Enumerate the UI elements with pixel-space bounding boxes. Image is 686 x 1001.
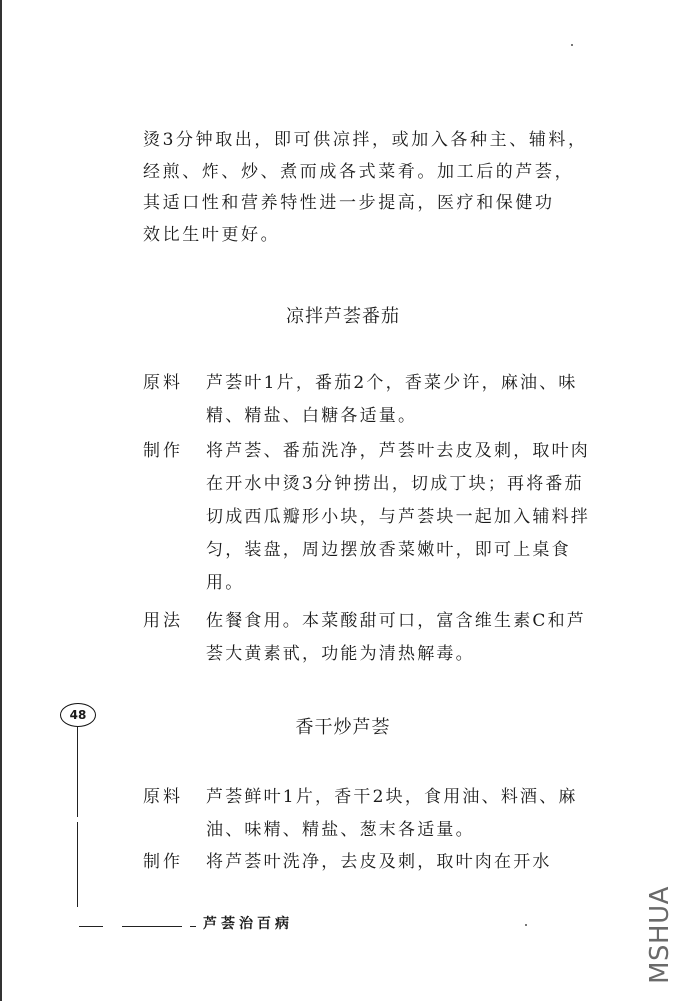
recipe-entry-preparation (143, 846, 603, 879)
watermark (630, 880, 686, 990)
entry-text: 佐餐食用。本菜酸甜可口，富含维生素C和芦荟大黄素甙，功能为清热解毒。 (206, 611, 587, 664)
recipe-entry-preparation (143, 435, 603, 600)
margin-rule-lower (77, 822, 78, 907)
margin-rule-upper (77, 727, 78, 817)
entry-text: 将芦荟、番茄洗净，芦荟叶去皮及刺，取叶肉在开水中烫3分钟捞出，切成丁块；再将番茄切成西瓜瓣形小块，与芦荟块一起加入辅料拌匀，装盘，周边摆放香菜嫩叶，即可上桌食用。 (206, 441, 590, 593)
intro-line: 经煎、炸、炒、煮而成各式菜肴。加工后的芦荟， (143, 161, 575, 182)
intro-paragraph (143, 125, 593, 251)
footer-rule (122, 926, 182, 927)
entry-text: 芦荟叶1片，番茄2个，香菜少许，麻油、味精、精盐、白糖各适量。 (206, 373, 578, 426)
entry-text: 芦荟鲜叶1片，香干2块，食用油、料酒、麻油、味精、精盐、葱末各适量。 (206, 787, 578, 840)
page-number-badge: 48 (60, 703, 96, 727)
recipe-title: 凉拌芦荟番茄 (286, 306, 400, 327)
entry-label: 原料 (143, 787, 183, 807)
speck (571, 44, 573, 46)
intro-line: 其适口性和营养特性进一步提高，医疗和保健功 (143, 193, 555, 213)
recipe-entry-usage (143, 605, 603, 671)
entry-label: 制作 (143, 852, 183, 872)
speck (525, 924, 527, 926)
entry-label: 原料 (143, 373, 183, 393)
footer-rule (190, 926, 196, 927)
intro-line: 效比生叶更好。 (143, 224, 281, 245)
page-left-border (0, 0, 2, 1001)
intro-line: 烫3分钟取出，即可供凉拌，或加入各种主、辅料， (143, 130, 588, 150)
recipe-entry-ingredients (143, 367, 603, 433)
recipe-entry-ingredients (143, 781, 603, 847)
watermark-text: MSHUA (645, 886, 675, 984)
footer-rule (79, 926, 103, 927)
entry-label: 用法 (143, 611, 183, 631)
recipe-title: 香干炒芦荟 (295, 717, 391, 738)
entry-label: 制作 (143, 441, 183, 461)
entry-text: 将芦荟叶洗净，去皮及刺，取叶肉在开水 (206, 852, 552, 872)
footer-book-title: 芦荟治百病 (203, 916, 293, 932)
